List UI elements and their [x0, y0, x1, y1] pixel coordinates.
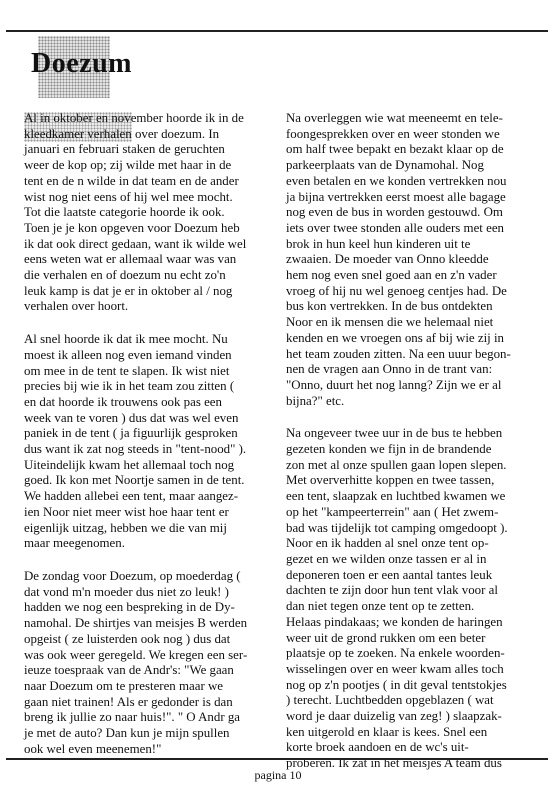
top-rule: [6, 30, 548, 32]
left-column: [24, 111, 276, 774]
paragraph: Al snel hoorde ik dat ik mee mocht. Nu moest ik alleen nog even iemand vinden om mee in de tent te slapen. Ik wist niet precies bij wie ik in het team zou zitten ( en dat hoorde ik trouwens ook pas een week van te voren ) dus dat was wel even paniek in de tent ( ja figuurlijk gesproken dus want ik zat nog steeds in "tent-nood" ). Uiteindelijk kwam het allemaal toch nog goed. Ik kon met Noortje samen in de tent. We hadden allebei een tent, maar aangez- ien Noor niet meer wist hoe haar tent er eigenlijk uitzag, hebben we die van mij maar meegenomen.: [24, 332, 247, 551]
page-number: pagina 10: [254, 768, 302, 782]
paragraph: Na ongeveer twee uur in de bus te hebben gezeten konden we fijn in de brandende zon met al onze spullen gaan lopen slepen. Met oververhitte koppen en twee tassen, een tent, slaapzak en luchtbed kwamen we op het "kampeerterrein" aan ( Het zwem- bad was tijdelijk tot camping omgedoopt ). Noor en ik hadden al snel onze tent op- gezet en we wilden onze tassen er al in deponeren toen er een aantal tantes leuk dachten te zijn door hun tent vlak voor al dan niet tegen onze tent op te zetten. Helaas pindakaas; we konden de haringen weer uit de grond rukken om een beter plaatsje op te zoeken. Na enkele woorden- wisselingen over en weer kwam alles toch nog op z'n pootjes ( in dit geval tentstokjes ) terecht. Luchtbedden opgeblazen ( wat word je daar duizelig van zeg! ) slaapzak- ken uitgerold en klaar is kees. Snel een korte broek aandoen en de wc's uit- proberen. Ik zat in het meisjes A team dus: [286, 426, 508, 771]
bottom-rule: [6, 758, 548, 760]
right-column: [286, 111, 538, 789]
paragraph: De zondag voor Doezum, op moederdag ( dat vond m'n moeder dus niet zo leuk! ) hadden we nog een bespreking in de Dy- namohal. De shirtjes van meisjes B werden opgeist ( ze luisterden ook nog ) dus dat was ook weer geregeld. We kregen een ser- ieuze toespraak van de Andr's: "We gaan naar Doezum om te presteren maar we gaan niet trainen! Als er gedonder is dan breng ik jullie zo naar huis!". " O Andr ga je met de auto? Dan kun je mijn spullen ook wel even meenemen!": [24, 568, 248, 756]
article-title: Doezum: [31, 48, 132, 79]
paragraph: Al in oktober en november hoorde ik in de kleedkamer verhalen over doezum. In januari en februari staken de geruchten weer de kop op; zij wilde met haar in de tent en de n wilde in dat team en de ander wist nog niet eens of hij wel mee mocht. Tot die laatste categorie hoorde ik ook. Toen je je kon opgeven voor Doezum heb ik dat ook direct gedaan, want ik wilde wel eens weten wat er allemaal waar was van die verhalen en of doezum nu echt zo'n leuk kamp is dat je er in oktober al / nog verhalen over hoort.: [24, 111, 247, 314]
paragraph: Na overleggen wie wat meeneemt en tele- foongesprekken over en weer stonden we om half twee bepakt en bezakt klaar op de parkeerplaats van de Dynamohal. Nog even betalen en we konden vertrekken nou ja bijna vertrekken eerst moest alle bagage nog even de bus in worden gestouwd. Om iets over twee stonden alle ouders met een brok in hun keel hun kinderen uit te zwaaien. De moeder van Onno kleedde hem nog even snel goed aan en z'n vader vroeg of hij nu wel genoeg centjes had. De bus kon vertrekken. In de bus ontdekten Noor en ik mensen die we helemaal niet kenden en we vroegen ons af bij wie zij in het team zouden zitten. Na een uuur begon- nen de vragen aan Onno in de trant van: "Onno, duurt het nog lanng? Zijn we er al bijna?" etc.: [286, 111, 511, 408]
